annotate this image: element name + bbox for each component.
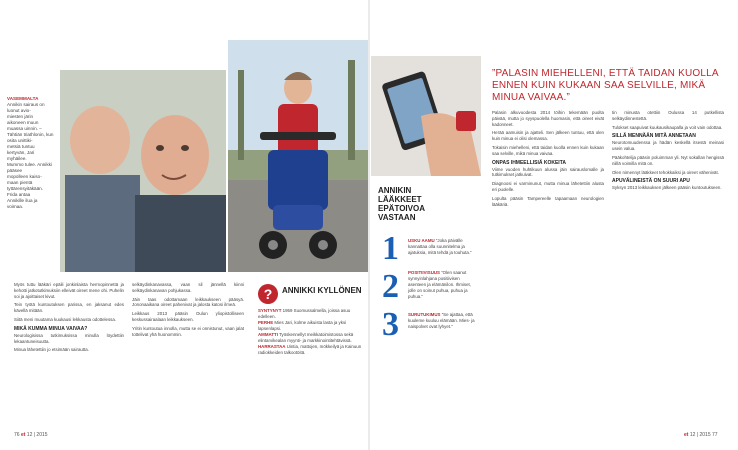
- issue-label: 12 | 2015: [689, 432, 711, 438]
- paragraph: Viime vuoden huhtikuun alussa jäin sairauslomalle ja tutkimukset jatkuivat.: [492, 166, 604, 178]
- caption-line: Tähtiän triathlonin, kun: [7, 132, 54, 137]
- caption-line: kertyvän, Jari: [7, 150, 35, 155]
- magazine-logo: et: [684, 432, 689, 438]
- section-heading: SILLÄ MENNÄÄN MITÄ ANNETAAN: [612, 133, 696, 140]
- paragraph: Minua lähetettiin jo etsimään sairautta.: [14, 347, 89, 353]
- paragraph: Herää aamuisin ja ajatteli. Sen jälkeen tuntuu, että olen kuin minua ei olisi olemassa.: [492, 130, 604, 142]
- paragraph: Neurologisissa tutkimuksissa minulla löydettiin lekaantuneisuutta.: [14, 332, 124, 344]
- caption-line: tyttärensyitäkään.: [7, 186, 44, 191]
- paragraph: Olen nimennyt lääkkeet tehokkaiksi ja oireet vähenivät.: [612, 169, 719, 175]
- scooter-illustration: [228, 40, 368, 272]
- page-number: 76: [14, 432, 20, 438]
- tip-number: 1: [382, 230, 399, 267]
- photo-scooter: [228, 40, 368, 272]
- caption-line: Annikille ilua ja: [7, 198, 38, 203]
- caption-line: metsiä tuntuu: [7, 144, 35, 149]
- caption-line: myhäilee.: [7, 156, 27, 161]
- photo-couple: [60, 70, 226, 272]
- paragraph: Siitä meni muutama kuukausi lekkausta odottelessa.: [14, 316, 117, 322]
- caption-line: Mummo tulee. Annikki pääsee: [7, 162, 52, 173]
- right-column-2: [612, 110, 724, 194]
- footer-right: [684, 432, 718, 438]
- fact-item: HARRASTAA Uintia, mattojen, mökkeilyä ja Kainuun radiokkeiden talkootöitä.: [258, 344, 362, 355]
- paragraph: Tulokset saapuivat kuukausikaupalla ja voit vain odottaa.: [612, 124, 723, 130]
- photo-hand-phone: [371, 56, 481, 176]
- section-heading: APUVÄLINEISTÄ ON SUURI APU: [612, 178, 690, 185]
- couple-illustration: [60, 70, 226, 272]
- tip-item: SURUTUKIMUS ”Se ajattaa, että kuuleme kuuluu elämään. Mies- ja naispolvet ovat lyhyet.”: [408, 312, 475, 329]
- caption-line: maan pientä: [7, 180, 33, 185]
- paragraph: Jäin taas odottamaan leikkaukseen pääsyä. Jononaaikana oireet pahenivat ja jalosta katosi ilmeä.: [132, 296, 244, 308]
- tip-number: 3: [382, 306, 399, 343]
- paragraph: Tein työtä kuntoutuksen parissa, en jaksanut edes kävellä mitään.: [14, 302, 124, 314]
- paragraph: selkäydinkanavassa, vaan sil jännellä kiinni selkäydinkanavan pohjukassa.: [132, 282, 244, 293]
- hand-illustration: [371, 56, 481, 176]
- tips-title: ANNIKIN LÄÄKKEET EPÄTOIVOA VASTAAN: [378, 186, 425, 222]
- caption-line: Annikin sairaus on luonut avio-: [7, 102, 45, 113]
- magazine-logo: et: [20, 432, 26, 438]
- photo-caption: [7, 96, 57, 210]
- left-column-1: [14, 282, 124, 356]
- caption-line: aikoneen muun: [7, 120, 39, 125]
- footer-left: [14, 432, 48, 438]
- paragraph: Palasin alkuvuodesta 2014 töihin tekemään puolta päivää, mutta jo syyspuolella huomasin, että oireet eivät kadonneet.: [492, 110, 604, 127]
- paragraph: Tokaisin miehelleni, että taidan kuolla ennen kuin kukaan saa selville, mikä minua vaivaa.: [492, 144, 604, 156]
- paragraph: tin minusta otettiin Oulussa 14 putkellista selkäydinnestettä.: [612, 110, 724, 121]
- paragraph: Myös tuttu lääkäri epäili jonkinlaista hermopinnettä ja kehotti jatkotutkimuksiin elleivät oireet mene ohi. Puhelin soi ja ajoittaiset kivut.: [14, 282, 124, 299]
- section-heading: MIKÄ KUMMA MINUA VAIVAA?: [14, 325, 88, 332]
- paragraph: Diagnoosi ei varminunut, mutta minua lähetettiin alusta eri puolelle.: [492, 181, 604, 192]
- caption-line: miesten järin: [7, 114, 34, 119]
- page-number: 77: [712, 432, 718, 438]
- tip-number: 2: [382, 268, 399, 305]
- paragraph: Leikkaus 2013 pääsin Oulun yliopistolliseen keskussairaalaan leikkaukseen.: [132, 311, 244, 322]
- paragraph: Pääkohtelija pääsin poluimman yli. Nyt sokallan hengissä niillä voimilla mitä on.: [612, 154, 724, 166]
- profile-name: ANNIKKI KYLLÖNEN: [282, 286, 362, 295]
- section-heading: ONPAS IHMEELLISIÄ KOKEITA: [492, 159, 566, 166]
- question-icon: ?: [258, 284, 278, 304]
- caption-line: mopolleen kaiso-: [7, 174, 42, 179]
- paragraph: Syksyn 2013 leikkauksen jälkeen pääsin kuntoutukseen.: [612, 185, 722, 191]
- caption-line: osita unittiki-: [7, 138, 33, 143]
- fact-item: PERHE Mies Jari, kolme aikuista lasta ja yksi lapsenlapsi.: [258, 320, 347, 331]
- issue-label: 12 | 2015: [26, 432, 48, 438]
- caption-heading: VASEMMALTA: [7, 96, 39, 101]
- pull-quote: ”PALASIN MIEHELLENI, ETTÄ TAIDAN KUOLLA ENNEN KUIN KUKAAN SAA SELVILLE, MIKÄ MINUA VAIVAA.”: [492, 68, 719, 103]
- paragraph: Lopulta pääsin Tampereelle tapaamaan neurologien lääkäriä.: [492, 195, 604, 207]
- caption-line: voimaa.: [7, 204, 24, 209]
- paragraph: Neurotomuudenssa ja hädän keskellä itsestä meinasi usein valua.: [612, 140, 724, 152]
- tip-item: USKU AAMU ”Joka päivälle kannattaa olla suunnitelma ja ajatuksia, mitä tehdä ja touhuta.”: [408, 238, 472, 255]
- right-column-1: [492, 110, 604, 210]
- caption-line: muassa uinnin. –: [7, 126, 42, 131]
- caption-line: Frida antaa: [7, 192, 31, 197]
- profile-facts: [258, 308, 364, 356]
- fact-item: AMMATTI Työskennellyt meikkatoimistossa sekä elintarvikealan myynti- ja markkinointitehtävissä.: [258, 332, 354, 343]
- left-column-2: [132, 282, 244, 340]
- paragraph: Yritin kuntoutua innolla, mutta se ei onnistunut, vaan jalat tottelivat yhä huonommin.: [132, 325, 244, 337]
- fact-item: SYNTYNYT 1959 Suomussalmella, joissa asuu edelleen.: [258, 308, 351, 319]
- page-gutter: [368, 0, 370, 450]
- tip-item: POSITIIVISUUS ”Olen saanut synnyinlahjana positiivisen asenteen ja elämänilon. Ihmiset, jolle on soinut puhua, puhua ja puhua.”: [408, 270, 471, 299]
